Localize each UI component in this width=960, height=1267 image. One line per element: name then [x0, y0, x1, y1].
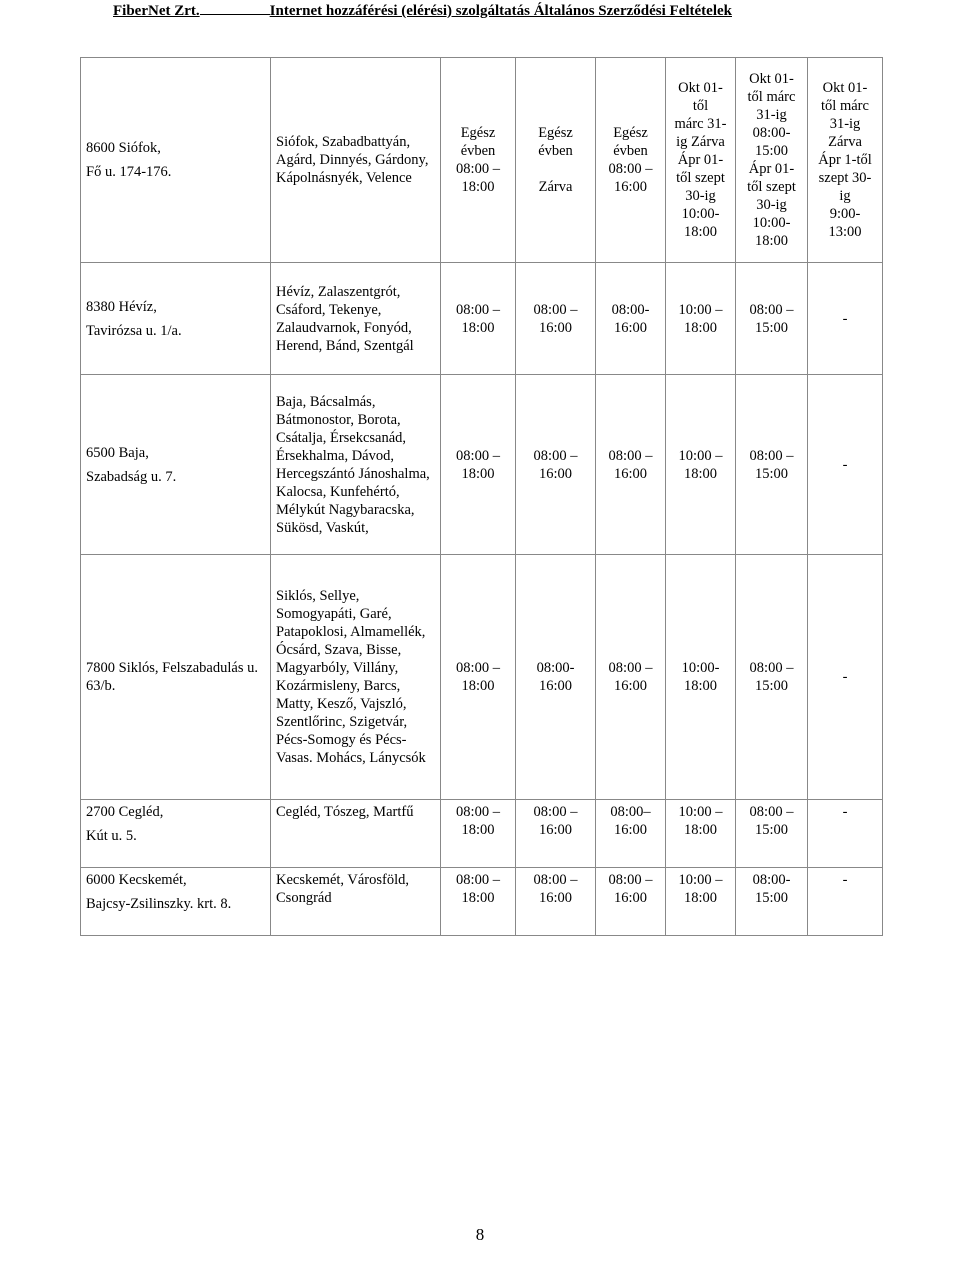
- c5-line: 15:00: [754, 822, 789, 838]
- hours-cell-c5: [736, 263, 808, 375]
- c4-line: től szept: [676, 170, 725, 186]
- c1-line: 18:00: [461, 319, 495, 336]
- c5-line: től márc: [747, 89, 796, 105]
- office-address-cell: [81, 58, 271, 263]
- c1-line: 18:00: [461, 465, 495, 482]
- service-area-text: Siófok, Szabadbattyán, Agárd, Dinnyés, Gárdony, Kápolnásnyék, Velence: [276, 134, 429, 186]
- office-line: Bajcsy-Zsilinszky. krt. 8.: [86, 896, 232, 912]
- c1-line: 08:00 –: [456, 804, 500, 820]
- c5-line: től szept: [747, 179, 796, 195]
- c1-line: 18:00: [461, 822, 495, 838]
- c2-line: 16:00: [538, 890, 573, 906]
- c4-line: 18:00: [683, 224, 718, 240]
- office-line: 7800 Siklós, Felszabadulás u. 63/b.: [86, 660, 258, 694]
- hours-cell-c3: [596, 375, 666, 555]
- hours-cell-c4: [666, 263, 736, 375]
- hours-cell-c5: [736, 800, 808, 868]
- c4-line: 10:00-: [681, 660, 720, 676]
- c5-line: 08:00-: [752, 872, 791, 888]
- hours-cell-c4: [666, 58, 736, 263]
- hours-cell-c3: [596, 800, 666, 868]
- c5-line: 18:00: [754, 233, 789, 249]
- table-row: [81, 58, 883, 263]
- hours-cell-c5: [736, 58, 808, 263]
- hours-cell-c6: [808, 263, 883, 375]
- c4-line: Ápr 01-: [677, 152, 724, 168]
- c2-line: 08:00 –: [533, 872, 578, 888]
- table-row: [81, 375, 883, 555]
- office-line: 2700 Cegléd,: [86, 804, 164, 820]
- office-hours-table: [80, 57, 883, 936]
- c4-line: 18:00: [683, 890, 718, 906]
- company-name: FiberNet Zrt.: [113, 3, 200, 19]
- hours-cell-c5: [736, 375, 808, 555]
- c5-line: 08:00-: [752, 125, 791, 141]
- office-line: Kút u. 5.: [86, 828, 137, 844]
- c5-line: 30-ig: [756, 197, 787, 213]
- c6-line: 31-ig: [829, 116, 861, 132]
- document-title: Internet hozzáférési (elérési) szolgáltatás Általános Szerződési Feltételek: [269, 3, 732, 19]
- c5-line: 15:00: [754, 143, 789, 159]
- c3-line: 08:00 –: [608, 447, 653, 464]
- c2-line: 16:00: [538, 319, 573, 336]
- c1-line: 18:00: [461, 179, 495, 195]
- hours-cell-c1: [441, 375, 516, 555]
- c4-line: 10:00 –: [678, 447, 723, 464]
- hours-cell-c1: [441, 868, 516, 936]
- hours-cell-c4: [666, 375, 736, 555]
- hours-cell-c6: [808, 868, 883, 936]
- c5-line: 15:00: [754, 465, 789, 482]
- hours-cell-c1: [441, 58, 516, 263]
- c6-line: 13:00: [828, 224, 862, 240]
- hours-cell-c4: [666, 800, 736, 868]
- office-line: 6500 Baja,: [86, 444, 149, 461]
- service-area-text: Siklós, Sellye, Somogyapáti, Garé, Patapoklosi, Almamellék, Ócsárd, Szava, Bisse, Magyarbóly, Villány, Kozármisleny, Barcs, Matty, Kesző, Vajszló, Szentlőrinc, Szigetvár, Pécs-Somogy és Pécs-Vasas. Mohács, Lánycsók: [276, 588, 426, 766]
- service-area-text: Cegléd, Tószeg, Martfű: [276, 804, 414, 820]
- c2-line: 16:00: [538, 678, 573, 694]
- office-line: 8380 Hévíz,: [86, 298, 157, 315]
- service-area-cell: [271, 375, 441, 555]
- c5-line: 08:00 –: [749, 660, 794, 676]
- hours-cell-c5: [736, 555, 808, 800]
- hours-cell-c4: [666, 868, 736, 936]
- c3-line: 16:00: [613, 179, 648, 195]
- c3-line: 16:00: [613, 890, 648, 906]
- hours-cell-c6: [808, 58, 883, 263]
- c4-line: 18:00: [683, 678, 718, 694]
- hours-cell-c5: [736, 868, 808, 936]
- c4-line: ig Zárva: [676, 134, 725, 150]
- hours-cell-c1: [441, 263, 516, 375]
- c3-line: 16:00: [613, 822, 648, 838]
- c6-line: -: [842, 872, 848, 888]
- service-area-text: Baja, Bácsalmás, Bátmonostor, Borota, Csátalja, Érsekcsanád, Érsekhalma, Dávod, Hercegszántó Jánoshalma, Kalocsa, Kunfehértó, Mélykút Nagybaracska, Sükösd, Vaskút,: [276, 393, 430, 536]
- hours-cell-c1: [441, 800, 516, 868]
- office-line: 8600 Siófok,: [86, 140, 161, 156]
- c3-line: 08:00-: [611, 301, 650, 318]
- c3-line: 16:00: [613, 465, 648, 482]
- office-line: Szabadság u. 7.: [86, 468, 177, 485]
- service-area-cell: [271, 58, 441, 263]
- hours-cell-c6: [808, 375, 883, 555]
- service-area-cell: [271, 555, 441, 800]
- c4-line: 30-ig: [685, 188, 716, 204]
- hours-cell-c2: [516, 58, 596, 263]
- c5-line: 08:00 –: [749, 804, 794, 820]
- office-address-cell: [81, 555, 271, 800]
- c2-line: 16:00: [538, 465, 573, 482]
- hours-cell-c6: [808, 555, 883, 800]
- hours-cell-c3: [596, 58, 666, 263]
- office-line: 6000 Kecskemét,: [86, 872, 187, 888]
- c1-line: 18:00: [461, 890, 495, 906]
- c1-line: 08:00 –: [456, 161, 500, 177]
- c4-line: 10:00 –: [678, 872, 723, 888]
- c1-line: 08:00 –: [456, 447, 500, 464]
- c2-line: évben: [538, 143, 573, 159]
- hours-cell-c4: [666, 555, 736, 800]
- service-area-cell: [271, 800, 441, 868]
- hours-cell-c3: [596, 868, 666, 936]
- hours-cell-c2: [516, 868, 596, 936]
- page-header: [113, 3, 732, 20]
- c6-line: -: [842, 310, 848, 327]
- c1-line: 18:00: [461, 678, 495, 694]
- c3-line: 08:00–: [610, 804, 651, 820]
- hours-cell-c1: [441, 555, 516, 800]
- c4-line: 10:00 –: [678, 804, 723, 820]
- c6-line: Okt 01-: [822, 80, 868, 96]
- c3-line: Egész: [613, 125, 648, 141]
- c2-line: Zárva: [538, 179, 573, 195]
- c1-line: Egész: [460, 125, 496, 141]
- c5-line: Ápr 01-: [748, 161, 795, 177]
- hours-cell-c6: [808, 800, 883, 868]
- c4-line: 18:00: [683, 465, 718, 482]
- office-line: Tavirózsa u. 1/a.: [86, 322, 182, 339]
- c5-line: 08:00 –: [749, 447, 794, 464]
- c6-line: szept 30-: [818, 170, 872, 186]
- c2-line: 08:00 –: [533, 301, 578, 318]
- c3-line: 08:00 –: [608, 660, 653, 676]
- c6-line: Zárva: [828, 134, 862, 150]
- hours-cell-c3: [596, 263, 666, 375]
- c5-line: 15:00: [754, 319, 789, 336]
- c2-line: 08:00-: [536, 660, 575, 676]
- c2-line: Egész: [538, 125, 573, 141]
- office-line: Fő u. 174-176.: [86, 164, 172, 180]
- hours-cell-c2: [516, 800, 596, 868]
- c4-line: 18:00: [683, 319, 718, 336]
- c5-line: 08:00 –: [749, 301, 794, 318]
- c6-line: -: [842, 669, 848, 685]
- c4-line: Okt 01-től: [678, 80, 723, 114]
- c3-line: 16:00: [613, 319, 648, 336]
- c5-line: 15:00: [754, 678, 789, 694]
- c2-line: 08:00 –: [533, 804, 578, 820]
- service-area-cell: [271, 263, 441, 375]
- c3-line: 16:00: [613, 678, 648, 694]
- hours-cell-c2: [516, 555, 596, 800]
- c6-line: 9:00-: [829, 206, 861, 222]
- c1-line: 08:00 –: [456, 301, 500, 318]
- c4-line: márc 31-: [674, 116, 727, 132]
- c2-line: 16:00: [538, 822, 573, 838]
- c5-line: 10:00-: [752, 215, 791, 231]
- c5-line: 15:00: [754, 890, 789, 906]
- c4-line: 10:00 –: [678, 301, 723, 318]
- office-address-cell: [81, 800, 271, 868]
- office-address-cell: [81, 868, 271, 936]
- c2-line: 08:00 –: [533, 447, 578, 464]
- office-address-cell: [81, 263, 271, 375]
- table-row: [81, 868, 883, 936]
- c6-line: -: [842, 456, 848, 473]
- hours-cell-c2: [516, 375, 596, 555]
- c3-line: 08:00 –: [608, 161, 653, 177]
- service-area-cell: [271, 868, 441, 936]
- c6-line: -: [842, 804, 848, 820]
- table-row: [81, 263, 883, 375]
- c1-line: 08:00 –: [456, 872, 500, 888]
- hours-cell-c3: [596, 555, 666, 800]
- page-number: 8: [475, 1225, 485, 1244]
- c1-line: 08:00 –: [456, 660, 500, 676]
- c6-line: től márc: [821, 98, 869, 114]
- c2-line: [521, 160, 590, 178]
- c5-line: 31-ig: [756, 107, 787, 123]
- c6-line: Ápr 1-től: [818, 152, 872, 168]
- header-gap: [200, 13, 270, 15]
- c1-line: évben: [460, 143, 496, 159]
- office-address-cell: [81, 375, 271, 555]
- table-row: [81, 555, 883, 800]
- table-row: [81, 800, 883, 868]
- c3-line: 08:00 –: [608, 872, 653, 888]
- hours-cell-c2: [516, 263, 596, 375]
- c6-line: ig: [839, 188, 851, 204]
- c4-line: 18:00: [683, 822, 718, 838]
- c4-line: 10:00-: [681, 206, 720, 222]
- c3-line: évben: [613, 143, 648, 159]
- service-area-text: Kecskemét, Városföld, Csongrád: [276, 872, 410, 906]
- c5-line: Okt 01-: [749, 71, 794, 87]
- service-area-text: Hévíz, Zalaszentgrót, Csáford, Tekenye, Zalaudvarnok, Fonyód, Herend, Bánd, Szentgál: [276, 283, 414, 354]
